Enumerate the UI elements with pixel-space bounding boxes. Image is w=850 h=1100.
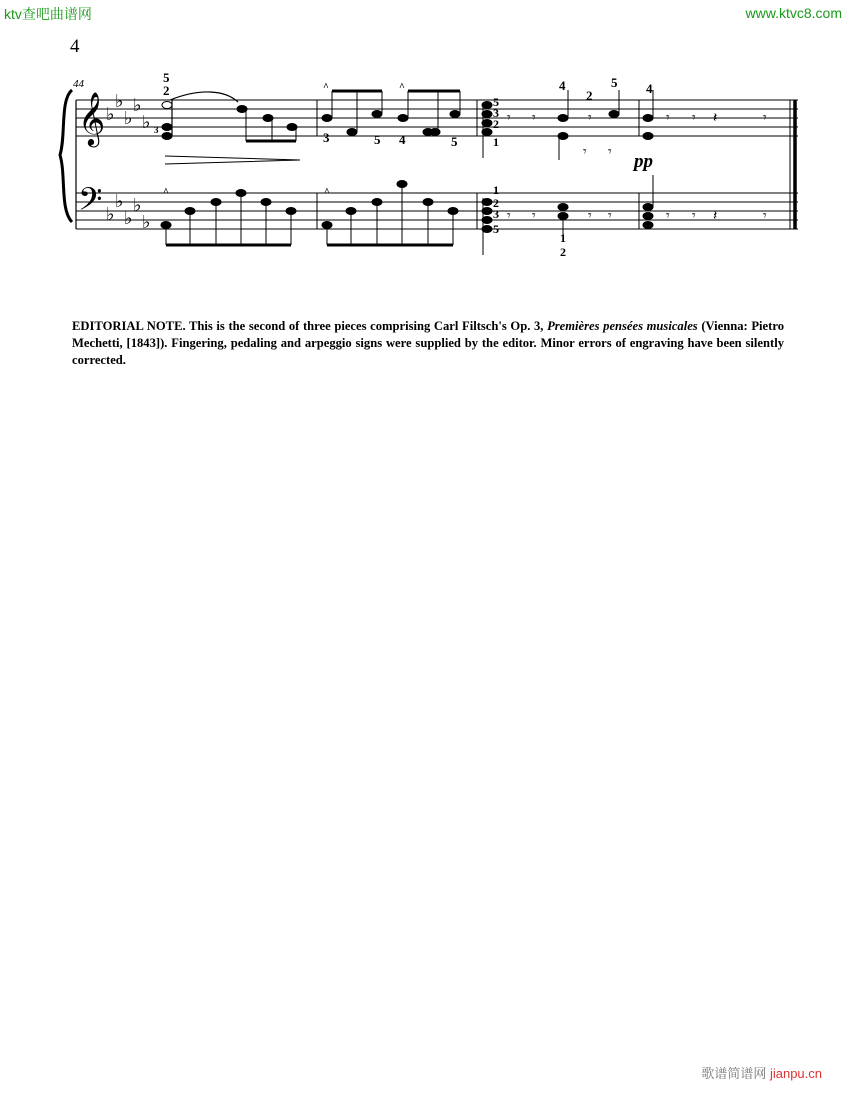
watermark-bottom-site: jianpu.cn	[769, 1066, 822, 1081]
svg-text:♭: ♭	[124, 108, 133, 128]
fingering: 3	[323, 130, 330, 145]
fingering: 5	[493, 95, 499, 109]
svg-text:♭: ♭	[133, 95, 142, 115]
music-score	[0, 60, 850, 270]
svg-text:♭: ♭	[115, 91, 124, 111]
fingering: 5	[611, 75, 618, 90]
accent-mark: ^	[324, 187, 330, 198]
svg-text:𝄽: 𝄽	[713, 209, 718, 224]
watermark-top-left: ktv查吧曲谱网	[4, 6, 92, 22]
bass-staff	[76, 193, 798, 229]
fingering: 5	[163, 70, 170, 85]
svg-text:𝄾: 𝄾	[692, 111, 696, 126]
svg-text:𝄾: 𝄾	[692, 209, 696, 224]
svg-text:𝄾: 𝄾	[588, 111, 592, 126]
fingering: 3	[493, 106, 499, 120]
fingering: 2	[560, 245, 566, 259]
svg-text:𝄾: 𝄾	[608, 209, 612, 224]
treble-notes-measure-2	[322, 91, 460, 136]
editorial-text-1: EDITORIAL NOTE. This is the second of three pieces comprising Carl Filtsch's Op. 3,	[72, 319, 548, 333]
bass-clef: 𝄢	[78, 183, 103, 225]
treble-clef: 𝄞	[78, 93, 106, 144]
fingering: 1	[493, 183, 499, 197]
treble-key-signature	[106, 91, 151, 132]
measure-number: 44	[73, 78, 84, 90]
fingering: 2	[586, 88, 593, 103]
fingering: 3	[493, 207, 499, 221]
fingering: 5	[493, 222, 499, 236]
fingering: 2	[493, 117, 499, 131]
editorial-text-2: (Vienna: Pietro Mechetti, [1843]). Fingering, pedaling and arpeggio signs were supplied by the editor. Minor errors of engraving have been silently corrected.	[72, 319, 785, 367]
treble-notes-measure-1	[162, 92, 300, 164]
svg-text:♭: ♭	[142, 212, 151, 232]
fingering: 1	[493, 135, 499, 149]
accent-mark: ^	[399, 82, 405, 93]
rests-measure-4	[666, 111, 767, 224]
watermark-top-right: www.ktvc8.com	[745, 5, 842, 21]
svg-text:♭: ♭	[142, 112, 151, 132]
watermark-bottom-right	[701, 1063, 822, 1082]
svg-text:𝄾: 𝄾	[666, 209, 670, 224]
dynamic-marking: pp	[634, 151, 653, 172]
svg-text:𝄾: 𝄾	[608, 145, 612, 160]
svg-text:𝄽: 𝄽	[713, 111, 718, 126]
svg-text:♭: ♭	[115, 191, 124, 211]
treble-notes-measure-4	[643, 90, 653, 140]
watermark-bottom-label: 歌谱简谱网	[701, 1066, 767, 1081]
svg-text:𝄾: 𝄾	[666, 111, 670, 126]
svg-text:𝄾: 𝄾	[588, 209, 592, 224]
svg-text:♭: ♭	[106, 204, 115, 224]
svg-text:♭: ♭	[133, 195, 142, 215]
fingering: 4	[646, 81, 653, 96]
fingering: 4	[559, 78, 566, 93]
fingering: 5	[451, 134, 458, 149]
fingering: 4	[399, 132, 406, 147]
svg-text:𝄾: 𝄾	[507, 209, 511, 224]
fingering: 2	[163, 83, 170, 98]
fingering: 1	[560, 231, 566, 245]
fingering: 2	[493, 196, 499, 210]
svg-text:𝄾: 𝄾	[532, 209, 536, 224]
svg-text:𝄾: 𝄾	[583, 145, 587, 160]
bass-key-signature	[106, 191, 151, 232]
accent-mark: ^	[323, 82, 329, 93]
svg-text:♭: ♭	[124, 208, 133, 228]
page-number: 4	[70, 36, 80, 57]
bass-notes-measure-2	[322, 181, 458, 246]
grand-staff-brace	[60, 90, 72, 222]
accent-mark: ^	[163, 187, 169, 198]
svg-text:𝄾: 𝄾	[763, 111, 767, 126]
editorial-work-title: Premières pensées musicales	[547, 319, 698, 333]
svg-text:𝄾: 𝄾	[532, 111, 536, 126]
barlines	[76, 100, 795, 229]
svg-text:♭: ♭	[106, 104, 115, 124]
bass-notes-measure-1	[161, 190, 296, 246]
editorial-note	[72, 318, 784, 369]
fingering: 5	[374, 132, 381, 147]
svg-text:𝄾: 𝄾	[763, 209, 767, 224]
svg-text:𝄾: 𝄾	[507, 111, 511, 126]
fingering: 3	[154, 125, 159, 135]
